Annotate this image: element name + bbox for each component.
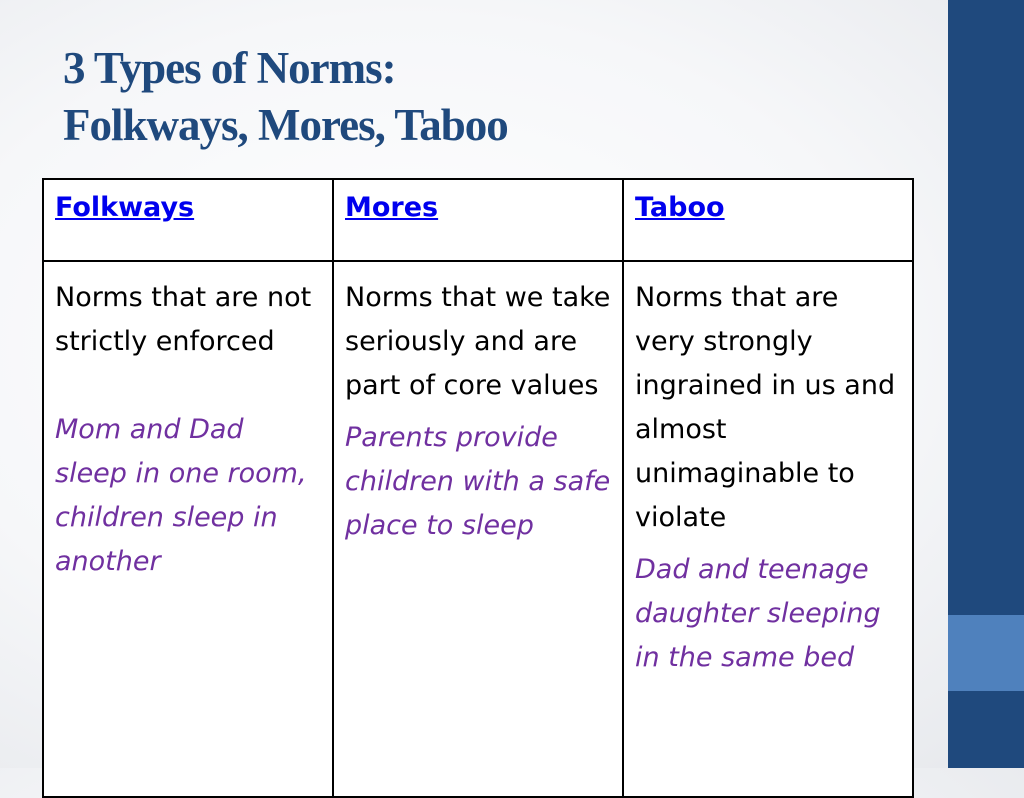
- mores-definition: Norms that we take seriously and are part of core values: [345, 282, 611, 401]
- slide-title-line-2: Folkways, Mores, Taboo: [63, 100, 508, 150]
- norms-table: [42, 178, 914, 798]
- taboo-cell: [623, 261, 913, 797]
- taboo-definition: Norms that are very strongly ingrained in us and almost unimaginable to violate: [635, 282, 896, 533]
- header-cell-folkways: [43, 179, 333, 261]
- mores-example: Parents provide children with a safe place to sleep: [345, 422, 611, 541]
- slide-title-line-1: 3 Types of Norms:: [63, 43, 396, 93]
- folkways-cell: [43, 261, 333, 797]
- table-header-row: [43, 179, 913, 261]
- mores-cell: [333, 261, 623, 797]
- side-accent-block: [948, 615, 1024, 691]
- slide-title: [63, 40, 508, 154]
- taboo-example: Dad and teenage daughter sleeping in the same bed: [635, 554, 881, 673]
- folkways-definition: Norms that are not strictly enforced: [55, 282, 312, 357]
- mores-link[interactable]: Mores: [345, 192, 439, 223]
- folkways-link[interactable]: Folkways: [55, 192, 195, 223]
- taboo-link[interactable]: Taboo: [635, 192, 725, 223]
- header-cell-taboo: [623, 179, 913, 261]
- folkways-example: Mom and Dad sleep in one room, children sleep in another: [55, 414, 307, 577]
- header-cell-mores: [333, 179, 623, 261]
- table-body-row: [43, 261, 913, 797]
